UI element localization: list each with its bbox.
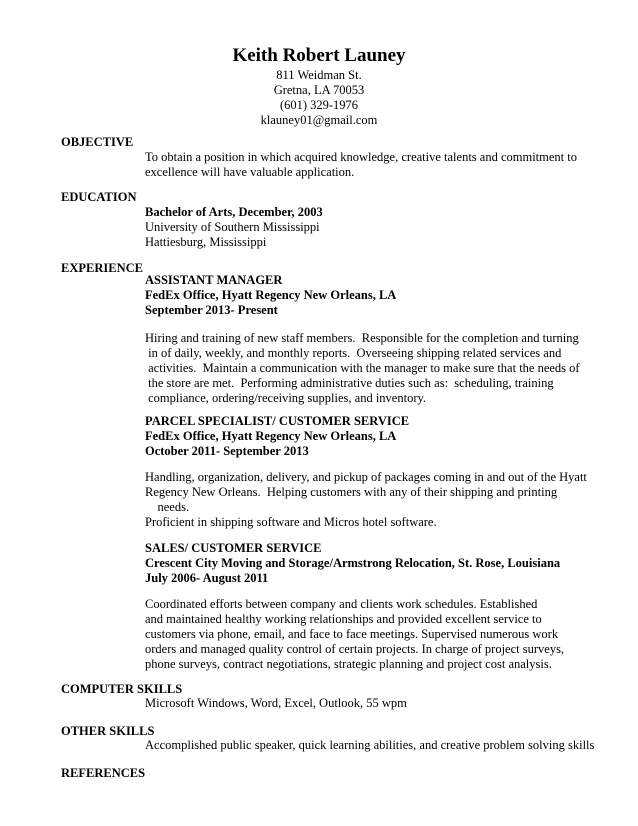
other-skills-line: Accomplished public speaker, quick learning abilities, and creative problem solving skills bbox=[145, 738, 595, 752]
job-employer: Crescent City Moving and Storage/Armstrong Relocation, St. Rose, Louisiana bbox=[145, 556, 561, 570]
job-description-line: phone surveys, contract negotiations, strategic planning and project cost analysis. bbox=[145, 657, 552, 671]
email-address: klauney01@gmail.com bbox=[260, 113, 378, 127]
job-employer: FedEx Office, Hyatt Regency New Orleans, LA bbox=[145, 429, 397, 443]
job-description-line: orders and managed quality control of certain projects. In charge of project surveys, bbox=[145, 642, 565, 656]
job-description-line: customers via phone, email, and face to face meetings. Supervised numerous work bbox=[145, 627, 559, 641]
computer-skills-heading: COMPUTER SKILLS bbox=[61, 682, 183, 696]
job-entry bbox=[145, 541, 585, 586]
job-employer: FedEx Office, Hyatt Regency New Orleans, LA bbox=[145, 288, 397, 302]
objective-heading: OBJECTIVE bbox=[61, 135, 134, 149]
computer-skills-text bbox=[145, 696, 585, 711]
candidate-name: Keith Robert Launey bbox=[232, 45, 406, 66]
computer-skills-line: Microsoft Windows, Word, Excel, Outlook, 55 wpm bbox=[145, 696, 407, 710]
job-description-line: activities. Maintain a communication with the manager to make sure that the needs of bbox=[145, 361, 580, 375]
other-skills-text bbox=[145, 738, 595, 753]
objective-line: To obtain a position in which acquired knowledge, creative talents and commitment to bbox=[145, 150, 577, 164]
education-heading: EDUCATION bbox=[61, 190, 137, 204]
job-dates: September 2013- Present bbox=[145, 303, 278, 317]
job-description-line: the store are met. Performing administrative duties such as: scheduling, training bbox=[145, 376, 554, 390]
job-description-line: Regency New Orleans. Helping customers with any of their shipping and printing bbox=[145, 485, 558, 499]
job-title: ASSISTANT MANAGER bbox=[145, 273, 283, 287]
job-entry bbox=[145, 414, 585, 459]
school-location: Hattiesburg, Mississippi bbox=[145, 235, 267, 249]
job-description-line: Coordinated efforts between company and clients work schedules. Established bbox=[145, 597, 538, 611]
education-section bbox=[145, 205, 585, 250]
job-description-line: and maintained healthy working relationships and provided excellent service to bbox=[145, 612, 542, 626]
address-line-1: 811 Weidman St. bbox=[276, 68, 362, 82]
school-name: University of Southern Mississippi bbox=[145, 220, 320, 234]
job-description-line: Handling, organization, delivery, and pickup of packages coming in and out of the Hyatt bbox=[145, 470, 587, 484]
resume-header bbox=[0, 44, 638, 128]
phone-number: (601) 329-1976 bbox=[279, 98, 359, 112]
objective-line: excellence will have valuable application. bbox=[145, 165, 355, 179]
job-description-line: in of daily, weekly, and monthly reports. Overseeing shipping related services and bbox=[145, 346, 562, 360]
job-description bbox=[145, 597, 585, 672]
address-line-2: Gretna, LA 70053 bbox=[273, 83, 365, 97]
job-description bbox=[145, 331, 585, 406]
job-dates: October 2011- September 2013 bbox=[145, 444, 309, 458]
degree: Bachelor of Arts, December, 2003 bbox=[145, 205, 323, 219]
job-description-line: Proficient in shipping software and Micros hotel software. bbox=[145, 515, 437, 529]
job-title: SALES/ CUSTOMER SERVICE bbox=[145, 541, 322, 555]
job-description-line: compliance, ordering/receiving supplies, and inventory. bbox=[145, 391, 427, 405]
experience-heading: EXPERIENCE bbox=[61, 261, 143, 275]
job-description-line: needs. bbox=[145, 500, 190, 514]
job-description-line: Hiring and training of new staff members. Responsible for the completion and turning bbox=[145, 331, 579, 345]
job-entry bbox=[145, 273, 585, 318]
job-description bbox=[145, 470, 585, 530]
objective-text bbox=[145, 150, 585, 180]
job-title: PARCEL SPECIALIST/ CUSTOMER SERVICE bbox=[145, 414, 410, 428]
references-heading: REFERENCES bbox=[61, 766, 146, 780]
other-skills-heading: OTHER SKILLS bbox=[61, 724, 155, 738]
job-dates: July 2006- August 2011 bbox=[145, 571, 269, 585]
